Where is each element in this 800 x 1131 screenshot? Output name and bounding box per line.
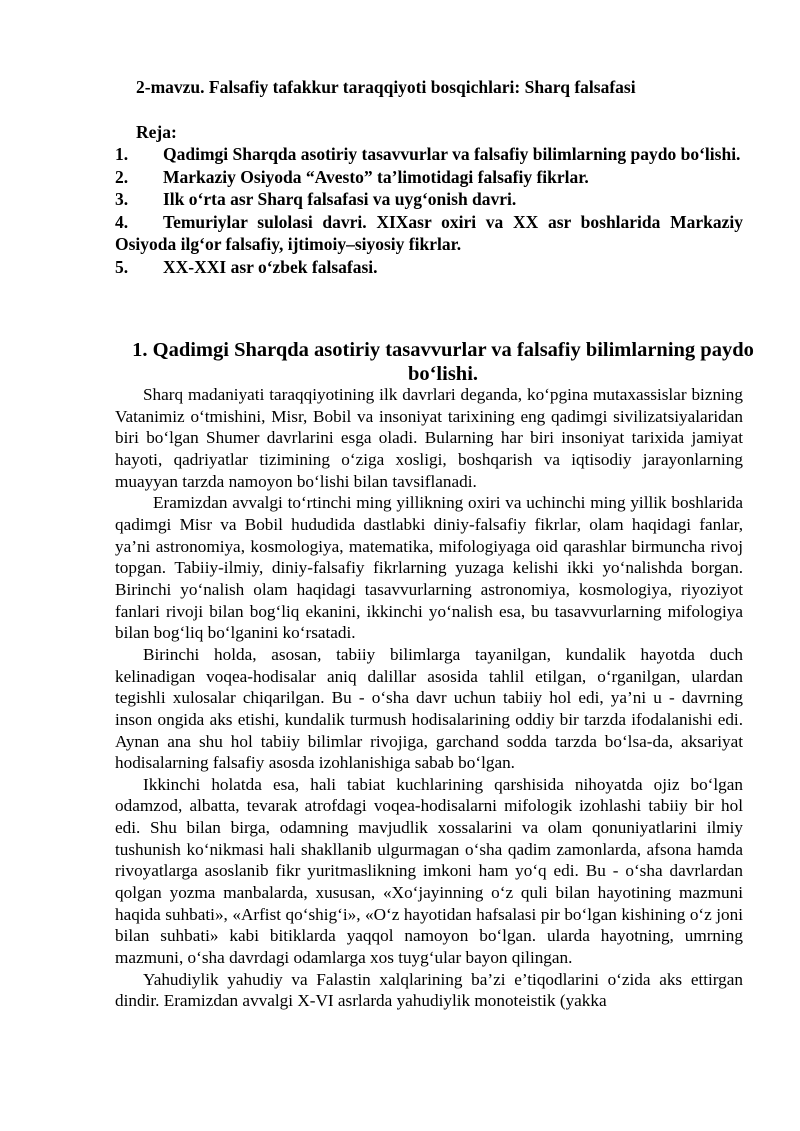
plan-item-number: 1. xyxy=(115,144,129,164)
plan-item-text: XX-XXI asr o‘zbek falsafasi. xyxy=(163,256,378,277)
body-text xyxy=(115,384,743,1012)
paragraph-1: Sharq madaniyati taraqqiyotining ilk davrlari deganda, ko‘pgina mutaxassislar bizning Vatanimiz o‘tmishini, Misr, Bobil va insoniyat tarixining eng qadimgi sivilizatsiyalaridan biri bo‘lgan Shumer davrlarini esga oladi. Bularning har biri insoniyat tarixida jamiyat hayoti, qadriyatlar tizimining o‘ziga xosligi, boshqarish va iqtisodiy jarayonlarning muayyan tarzda namoyon bo‘lishi bilan tavsiflanadi. xyxy=(115,385,743,491)
plan-item-number: 5. xyxy=(115,256,129,277)
topic-title: 2-mavzu. Falsafiy tafakkur taraqqiyoti bosqichlari: Sharq falsafasi xyxy=(136,77,636,97)
plan-item-text: Temuriylar sulolasi davri. XIXasr oxiri va XX asr boshlarida Markaziy Osiyoda ilg‘or falsafiy, ijtimoiy–siyosiy fikrlar. xyxy=(115,211,743,254)
paragraph-4: Ikkinchi holatda esa, hali tabiat kuchlarining qarshisida nihoyatda ojiz bo‘lgan odamzod, albatta, tevarak atrofdagi voqea-hodisalarni mifologik izohlashi tabiiy bir hol edi. Shu bilan birga, odamning mavjudlik xossalarini va olam qonuniyatlarini ilmiy tushunish ko‘nikmasi hali shakllanib ulgurmagan o‘sha qadim zamonlarda, afsona hamda rivoyatlarga asoslanib fikr yuritmaslikning imkoni ham yo‘q edi. Bu - o‘sha davrlardan qolgan yozma manbalarda, xususan, «Xo‘jayinning o‘z quli bilan hayotining mazmuni haqida suhbati», «Arfist qo‘shig‘i», «O‘z hayotidan hafsalasi pir bo‘lgan kishining o‘z joni bilan suhbati» kabi bitiklarda yaqqol namoyon bo‘lgan. ularda hayotning, umrning mazmuni, o‘sha davrdagi odamlarga xos tuyg‘ular bayon qilingan. xyxy=(115,774,743,968)
plan-item-text: Markaziy Osiyoda “Avesto” ta’limotidagi falsafiy fikrlar. xyxy=(163,166,589,187)
plan-list xyxy=(115,143,743,278)
plan-item-text: Ilk o‘rta asr Sharq falsafasi va uyg‘onish davri. xyxy=(163,189,517,209)
paragraph-3: Birinchi holda, asosan, tabiiy bilimlarga tayanilgan, kundalik hayotda duch kelinadigan voqea-hodisalar aniq dalillar asosida tahlil etilgan, o‘rganilgan, ulardan tegishli xulosalar chiqarilgan. Bu - o‘sha davr uchun tabiiy hol edi, ya’ni u - davrning inson ongida aks etishi, kundalik turmush hodisalarining oddiy bir tarzda ifodalanishi edi. Aynan ana shu hol tabiiy bilimlar rivojiga, garchand sodda tarzda bo‘lsa-da, aksariyat hodisalarning falsafiy asosda izohlanishiga sabab bo‘lgan. xyxy=(115,644,743,773)
plan-item-4 xyxy=(115,211,743,256)
plan-item-text: Qadimgi Sharqda asotiriy tasavvurlar va falsafiy bilimlarning paydo bo‘lishi. xyxy=(163,144,741,164)
plan-heading: Reja: xyxy=(136,122,177,142)
plan-item-5 xyxy=(115,256,743,279)
plan-item-2 xyxy=(115,166,743,189)
plan-item-number: 2. xyxy=(115,166,129,187)
plan-item-number: 4. xyxy=(115,211,129,232)
paragraph-5: Yahudiylik yahudiy va Falastin xalqlarining ba’zi e’tiqodlarini o‘zida aks ettirgan dindir. Eramizdan avvalgi X-VI asrlarda yahudiylik monoteistik (yakka xyxy=(115,969,743,1011)
plan-item-1 xyxy=(115,143,743,166)
plan-item-3 xyxy=(115,188,743,211)
section-title: 1. Qadimgi Sharqda asotiriy tasavvurlar va falsafiy bilimlarning paydo bo‘lishi. xyxy=(132,339,754,385)
paragraph-2: Eramizdan avvalgi to‘rtinchi ming yillikning oxiri va uchinchi ming yillik boshlarida qadimgi Misr va Bobil hududida dastlabki diniy-falsafiy fikrlar, olam haqidagi fanlar, ya’ni astronomiya, kosmologiya, matematika, mifologiyaga oid qarashlar birmuncha rivoj topgan. Tabiiy-ilmiy, diniy-falsafiy fikrlarning yuzaga kelishi ikki yo‘nalishda borgan. Birinchi yo‘nalish olam haqidagi tasavvurlarning astronomiya, kosmologiya, riyoziyot fanlari rivoji bilan bog‘liq ekanini, ikkinchi yo‘nalish esa, bu tasavvurlarning mifologiya bilan bog‘liq bo‘lganini ko‘rsatadi. xyxy=(115,493,743,643)
plan-item-number: 3. xyxy=(115,189,129,209)
